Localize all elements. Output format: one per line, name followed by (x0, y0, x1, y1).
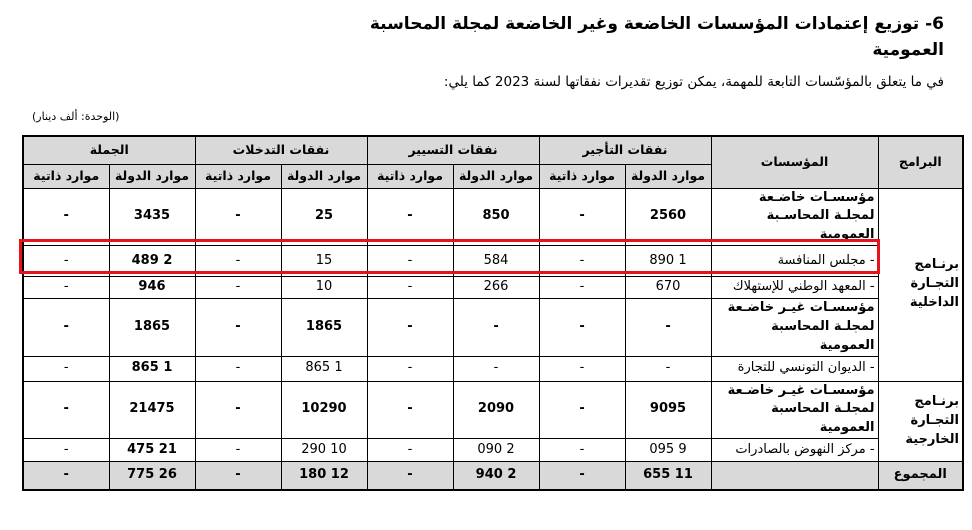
value-cell: 11 655 (625, 462, 711, 490)
value-cell: 9095 (625, 381, 711, 439)
value-cell: - (195, 439, 281, 462)
value-cell: 21 475 (109, 439, 195, 462)
institution-cell: - المعهد الوطني للإستهلاك (711, 277, 878, 299)
header-programs: البرامج (878, 136, 963, 188)
unit-note: (الوحدة: ألف دينار) (32, 110, 120, 123)
value-cell: - (539, 356, 625, 381)
value-cell: 10 (281, 277, 367, 299)
value-cell: 9 095 (625, 439, 711, 462)
value-cell: - (367, 356, 453, 381)
value-cell: 26 775 (109, 462, 195, 490)
value-cell: - (367, 462, 453, 490)
header-wages-state: موارد الدولة (625, 164, 711, 188)
budget-table (22, 135, 964, 491)
value-cell: 584 (453, 246, 539, 277)
header-total-own: موارد ذاتية (23, 164, 109, 188)
header-interventions-state: موارد الدولة (281, 164, 367, 188)
value-cell: - (539, 277, 625, 299)
value-cell: - (367, 188, 453, 246)
value-cell: 12 180 (281, 462, 367, 490)
header-total-state: موارد الدولة (109, 164, 195, 188)
header-institutions: المؤسسات (711, 136, 878, 188)
value-cell: 2 489 (109, 246, 195, 277)
value-cell: 946 (109, 277, 195, 299)
header-group-interventions: نفقات التدخلات (195, 136, 367, 164)
value-cell: 25 (281, 188, 367, 246)
total-institution-empty-cell (711, 462, 878, 490)
value-cell: - (195, 381, 281, 439)
value-cell: - (23, 462, 109, 490)
value-cell: - (453, 299, 539, 357)
value-cell: 670 (625, 277, 711, 299)
value-cell: 10 290 (281, 439, 367, 462)
value-cell: 21475 (109, 381, 195, 439)
header-group-total: الجملة (23, 136, 195, 164)
value-cell: - (625, 356, 711, 381)
value-cell: 1 865 (281, 356, 367, 381)
value-cell: 266 (453, 277, 539, 299)
value-cell: - (195, 356, 281, 381)
table-row (23, 356, 963, 381)
institution-cell: - مركز النهوض بالصادرات (711, 439, 878, 462)
value-cell: - (23, 246, 109, 277)
institution-cell: - الديوان التونسي للتجارة (711, 356, 878, 381)
table-row-highlighted (23, 246, 963, 277)
total-label: المجموع (878, 462, 963, 490)
value-cell: 2090 (453, 381, 539, 439)
value-cell: - (453, 356, 539, 381)
institution-cell: مؤسسـات غيـر خاضـعة لمجلـة المحاسبة العمومية (711, 299, 878, 357)
value-cell: - (23, 439, 109, 462)
value-cell: 10290 (281, 381, 367, 439)
header-interventions-own: موارد ذاتية (195, 164, 281, 188)
value-cell: - (367, 277, 453, 299)
value-cell: 2 940 (453, 462, 539, 490)
header-group-operating: نفقات التسيير (367, 136, 539, 164)
program-domestic-trade: برنـامج التجـارة الداخلية (878, 188, 963, 381)
institution-cell: مؤسسـات غيـر خاضـعة لمجلـة المحاسبة العمومية (711, 381, 878, 439)
value-cell: - (195, 299, 281, 357)
value-cell: - (367, 381, 453, 439)
value-cell: - (23, 277, 109, 299)
value-cell: - (23, 381, 109, 439)
value-cell: - (539, 381, 625, 439)
value-cell: - (625, 299, 711, 357)
value-cell: - (539, 299, 625, 357)
institution-cell: مؤسسـات خاضـعة لمجلـة المحاسـبة العمومية (711, 188, 878, 246)
value-cell: - (539, 439, 625, 462)
value-cell: - (23, 356, 109, 381)
header-operating-state: موارد الدولة (453, 164, 539, 188)
value-cell: - (195, 462, 281, 490)
value-cell: 2 090 (453, 439, 539, 462)
value-cell: - (367, 439, 453, 462)
total-row (23, 462, 963, 490)
value-cell: 15 (281, 246, 367, 277)
value-cell: 1 865 (109, 356, 195, 381)
value-cell: 3435 (109, 188, 195, 246)
value-cell: - (23, 299, 109, 357)
value-cell: 1865 (109, 299, 195, 357)
value-cell: - (367, 246, 453, 277)
header-group-wages: نفقات التأجير (539, 136, 711, 164)
header-wages-own: موارد ذاتية (539, 164, 625, 188)
value-cell: - (23, 188, 109, 246)
program-foreign-trade: برنـامج التجـارة الخارجية (878, 381, 963, 462)
value-cell: 2560 (625, 188, 711, 246)
table-header (23, 136, 963, 188)
table-row (23, 277, 963, 299)
value-cell: - (539, 462, 625, 490)
table-row (23, 299, 963, 357)
header-operating-own: موارد ذاتية (367, 164, 453, 188)
value-cell: - (539, 246, 625, 277)
value-cell: 850 (453, 188, 539, 246)
value-cell: - (539, 188, 625, 246)
value-cell: - (195, 277, 281, 299)
value-cell: - (367, 299, 453, 357)
table-row (23, 188, 963, 246)
table-row (23, 381, 963, 439)
institution-cell: - مجلس المنافسة (711, 246, 878, 277)
value-cell: 1 890 (625, 246, 711, 277)
table-row (23, 439, 963, 462)
section-title: 6- توزيع إعتمادات المؤسسات الخاضعة وغير الخاضعة لمجلة المحاسبة العمومية (369, 14, 944, 60)
value-cell: - (195, 246, 281, 277)
value-cell: 1865 (281, 299, 367, 357)
value-cell: - (195, 188, 281, 246)
intro-text: في ما يتعلق بالمؤسّسات التابعة للمهمة، يمكن توزيع تقديرات نفقاتها لسنة 2023 كما يلي: (443, 74, 944, 90)
